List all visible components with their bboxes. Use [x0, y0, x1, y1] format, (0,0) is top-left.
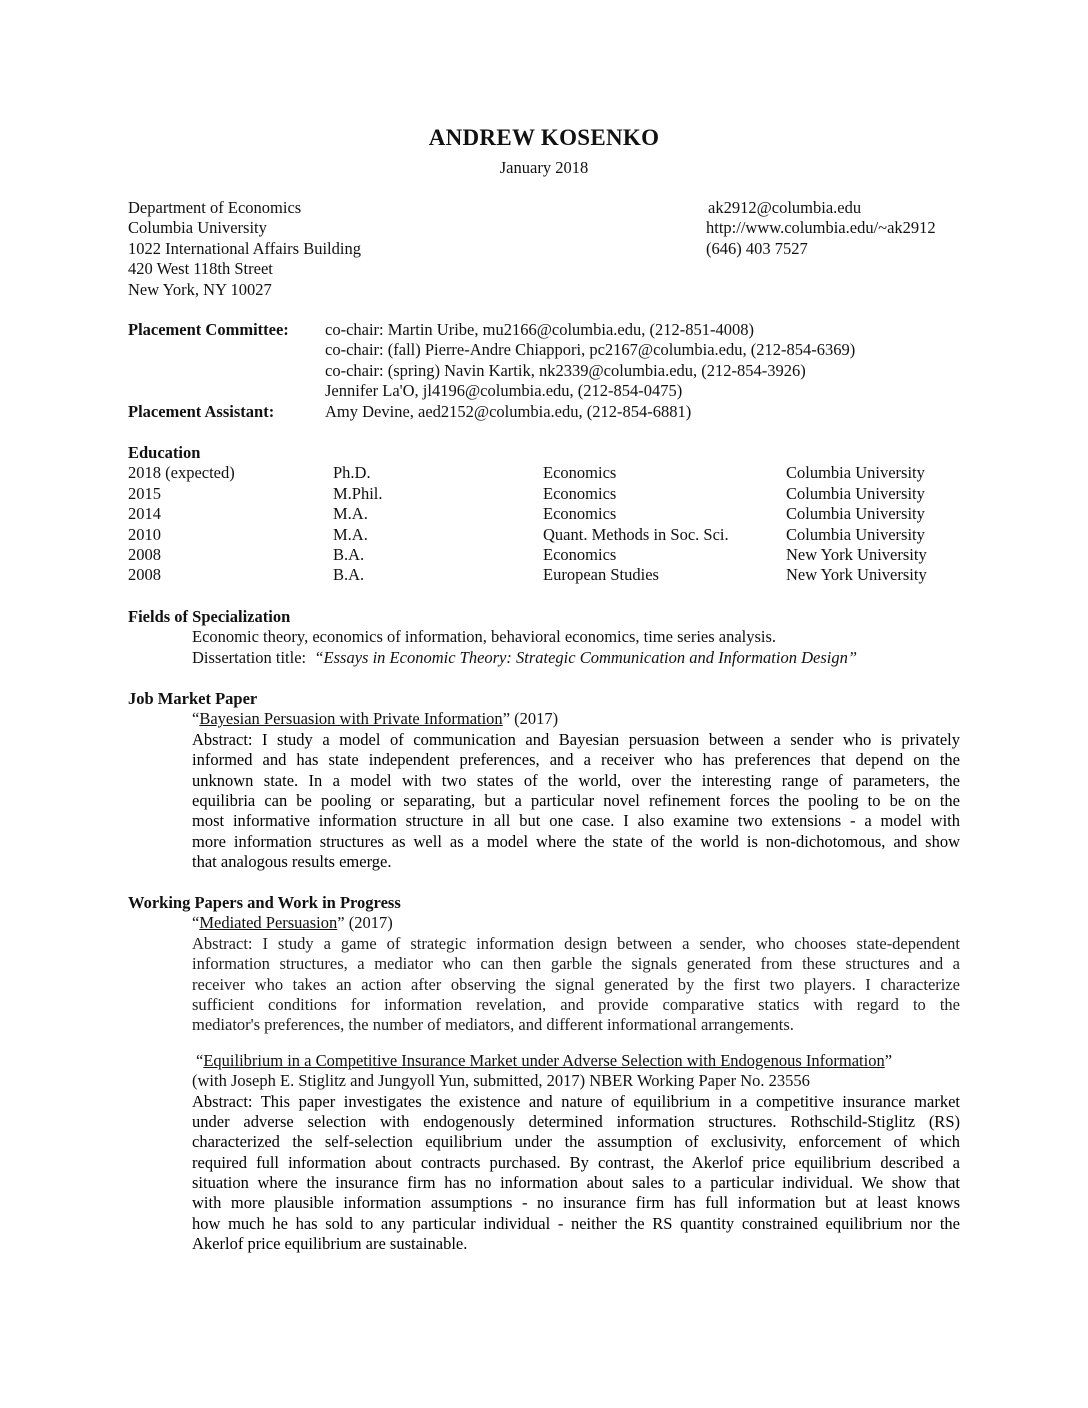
committee-member: Jennifer La'O, jl4196@columbia.edu, (212-854-0475): [325, 381, 683, 401]
edu-year: 2015: [128, 483, 161, 503]
edu-year: 2008: [128, 565, 161, 585]
abstract-line: equilibria can be pooling or separating, but a particular novel refinement forces the pooling to be on the: [192, 790, 960, 810]
abstract-line: Akerlof price equilibrium are sustainable.: [192, 1234, 468, 1254]
address-line: Department of Economics: [128, 198, 302, 217]
paper1-abstract: [192, 934, 960, 1036]
paper1-title-line: [128, 913, 960, 933]
section-heading-working-papers: Working Papers and Work in Progress: [128, 893, 401, 912]
fields-text: Economic theory, economics of information, behavioral economics, time series analysis.: [192, 627, 777, 647]
education-row: [128, 484, 958, 504]
committee-member: co-chair: (spring) Navin Kartik, nk2339@columbia.edu, (212-854-3926): [325, 360, 806, 380]
working-papers-section: [128, 893, 960, 1255]
contact-block: [706, 198, 936, 259]
abstract-line: with more plausible information assumptions - no insurance firm has full information but at least knows: [192, 1193, 960, 1213]
abstract-line: mediator's preferences, the number of mediators, and different informational arrangements.: [192, 1015, 794, 1035]
abstract-line: information structures, a mediator who can then garble the signals generated from these structures and a: [192, 954, 960, 974]
candidate-name: ANDREW KOSENKO: [428, 125, 660, 150]
edu-degree: M.A.: [333, 504, 368, 524]
edu-institution: New York University: [786, 565, 927, 585]
committee-member: co-chair: Martin Uribe, mu2166@columbia.edu, (212-851-4008): [325, 320, 754, 339]
dissertation-line: [128, 648, 958, 668]
fields-section: [128, 607, 958, 668]
address-line: Columbia University: [128, 218, 267, 238]
edu-year: 2018 (expected): [128, 463, 235, 483]
abstract-line: situation where the insurance firm has no information about sales to a particular individual. We show that: [192, 1173, 960, 1193]
edu-field: European Studies: [543, 565, 659, 585]
placement-assistant-label: Placement Assistant:: [128, 401, 275, 421]
edu-field: Economics: [543, 544, 617, 564]
edu-field: Economics: [543, 483, 617, 503]
address-block: [128, 198, 361, 300]
open-quote: “: [192, 913, 200, 933]
edu-degree: Ph.D.: [333, 463, 371, 483]
education-row: [128, 525, 958, 545]
abstract-line: under adverse selection with endogenously determined information structures. Rothschild-Stiglitz (RS): [192, 1111, 960, 1131]
paper1-year: ” (2017): [337, 913, 393, 933]
dissertation-title-part-a: “Essays in Economic Theory: Strategic Comm: [314, 647, 623, 667]
jmp-title-line: [128, 709, 960, 729]
section-heading-fields: Fields of Specialization: [128, 607, 291, 626]
committee-member: co-chair: (fall) Pierre-Andre Chiappori, pc2167@columbia.edu, (212-854-6369): [325, 340, 856, 360]
section-heading-education: Education: [128, 443, 201, 462]
job-market-section: [128, 689, 960, 873]
abstract-line: Abstract: I study a game of strategic information design between a sender, who chooses state-dependent: [192, 933, 960, 953]
address-line: 1022 International Affairs Building: [128, 238, 361, 258]
edu-field: Economics: [543, 504, 617, 524]
address-line: New York, NY 10027: [128, 279, 272, 299]
dissertation-label: Dissertation title:: [192, 647, 315, 667]
website-link[interactable]: http://www.columbia.edu/~ak2912: [706, 218, 936, 238]
dissertation-title-part-b: unication and Information Design”: [622, 647, 858, 667]
address-line: 420 West 118th Street: [128, 259, 273, 279]
edu-degree: M.A.: [333, 524, 368, 544]
edu-institution: New York University: [786, 544, 927, 564]
jmp-abstract: [192, 730, 960, 873]
jmp-title-link[interactable]: Bayesian Persuasion with Private Information: [199, 709, 503, 729]
education-row: [128, 565, 958, 585]
edu-field: Quant. Methods in Soc. Sci.: [543, 524, 729, 544]
abstract-line: Abstract: I study a model of communication and Bayesian persuasion between a sender who is privately: [192, 729, 960, 749]
open-quote: “: [192, 709, 200, 729]
edu-institution: Columbia University: [786, 524, 925, 544]
edu-year: 2014: [128, 504, 161, 524]
placement-assistant: Amy Devine, aed2152@columbia.edu, (212-854-6881): [325, 401, 692, 421]
open-quote: “: [196, 1050, 204, 1070]
edu-field: Economics: [543, 463, 617, 483]
placement-committee-label: Placement Committee:: [128, 320, 289, 339]
abstract-line: informed and has state independent preferences, and a receiver who has preferences that depend on the: [192, 750, 960, 770]
phone-number: (646) 403 7527: [706, 238, 808, 258]
paper1-title-link[interactable]: Mediated Persuasion: [199, 913, 338, 933]
edu-year: 2010: [128, 524, 161, 544]
paper2-abstract: [192, 1092, 960, 1255]
edu-institution: Columbia University: [786, 504, 925, 524]
abstract-line: that analogous results emerge.: [192, 852, 392, 872]
edu-year: 2008: [128, 544, 161, 564]
email-link[interactable]: ak2912@columbia.edu: [708, 198, 862, 217]
abstract-line: receiver who takes an action after observing the signal generated by the first two players. I characterize: [192, 974, 960, 994]
close-quote: ”: [884, 1050, 893, 1070]
paper2-title-link[interactable]: Equilibrium in a Competitive Insurance Market under Adverse Selection with Endogenous Information: [203, 1050, 885, 1070]
abstract-line: most informative information structure in all but one case. I also examine two extensions - a model with: [192, 811, 960, 831]
abstract-line: more information structures as well as a model where the state of the world is non-dichotomous, and show: [192, 831, 960, 851]
education-row: [128, 545, 958, 565]
abstract-line: Abstract: This paper investigates the existence and nature of equilibrium in a competitive insurance market: [192, 1091, 960, 1111]
abstract-line: required full information about contracts purchased. By contrast, the Akerlof price equilibrium described a: [192, 1152, 960, 1172]
education-row: [128, 504, 958, 524]
edu-institution: Columbia University: [786, 463, 925, 483]
edu-degree: M.Phil.: [333, 483, 383, 503]
abstract-line: unknown state. In a model with two states of the world, over the interesting range of parameters, the: [192, 770, 960, 790]
edu-institution: Columbia University: [786, 483, 925, 503]
education-section: [128, 443, 958, 586]
paper2-title-line: [128, 1051, 960, 1071]
cv-date: January 2018: [499, 158, 589, 177]
section-heading-job-market: Job Market Paper: [128, 689, 258, 708]
abstract-line: characterized the self-selection equilibrium under the assumption of exclusivity, enforcement of which: [192, 1132, 960, 1152]
paper2-note: (with Joseph E. Stiglitz and Jungyoll Yun, submitted, 2017) NBER Working Paper No. 23556: [192, 1071, 810, 1091]
abstract-line: how much he has sold to any particular individual - neither the RS quantity constrained equilibrium nor the: [192, 1213, 960, 1233]
edu-degree: B.A.: [333, 544, 365, 564]
education-row: [128, 463, 958, 483]
placement-section: [128, 320, 958, 422]
abstract-line: sufficient conditions for information revelation, and provide comparative statics with regard to the: [192, 994, 960, 1014]
edu-degree: B.A.: [333, 565, 365, 585]
jmp-year: ” (2017): [502, 709, 559, 729]
